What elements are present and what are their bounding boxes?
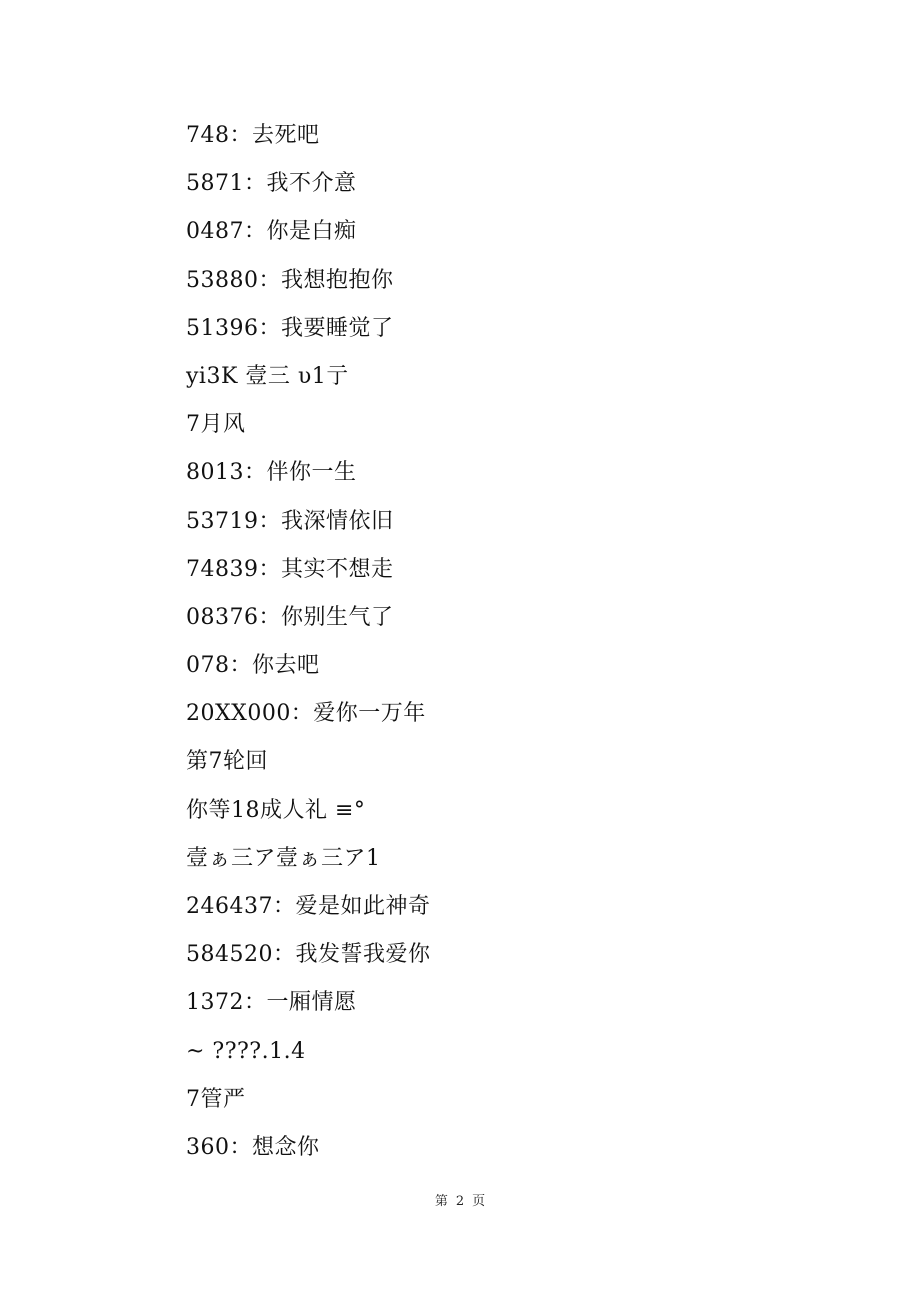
page-number: 2 bbox=[455, 1194, 465, 1209]
text-line: 53719：我深情依旧 bbox=[186, 508, 394, 534]
text-line: 8013：伴你一生 bbox=[186, 460, 357, 486]
text-line: 20XX000：爱你一万年 bbox=[186, 701, 426, 727]
text-line: yi3Κ 壹三 υ1亍 bbox=[186, 363, 349, 389]
text-line: 1372：一厢情愿 bbox=[186, 990, 357, 1016]
text-line: 壹ぁ三ア壹ぁ三ア1 bbox=[186, 845, 381, 871]
text-line: 246437：爱是如此神奇 bbox=[186, 894, 431, 919]
page-number-suffix: 页 bbox=[472, 1194, 486, 1209]
text-line: 08376：你别生气了 bbox=[186, 604, 394, 630]
text-line: ~ ????.1.4 bbox=[186, 1038, 306, 1064]
text-line: 0487：你是白痴 bbox=[186, 219, 357, 245]
text-lines bbox=[186, 116, 430, 1176]
page-number-prefix: 第 bbox=[434, 1194, 448, 1209]
text-line: 078：你去吧 bbox=[186, 653, 320, 679]
text-line: 你等18成人礼 ≡° bbox=[186, 797, 366, 823]
text-line: 5871：我不介意 bbox=[186, 171, 357, 197]
text-line: 584520：我发誓我爱你 bbox=[186, 942, 431, 968]
text-line: 360：想念你 bbox=[186, 1134, 320, 1160]
text-line: 53880：我想抱抱你 bbox=[186, 267, 394, 293]
page-footer bbox=[0, 1190, 920, 1209]
text-line: 74839：其实不想走 bbox=[186, 556, 394, 582]
text-line: 第7轮回 bbox=[186, 749, 268, 775]
text-line: 748：去死吧 bbox=[186, 123, 320, 148]
text-line: 7月风 bbox=[186, 412, 246, 438]
text-line: 7管严 bbox=[186, 1086, 246, 1112]
text-line: 51396：我要睡觉了 bbox=[186, 315, 394, 341]
